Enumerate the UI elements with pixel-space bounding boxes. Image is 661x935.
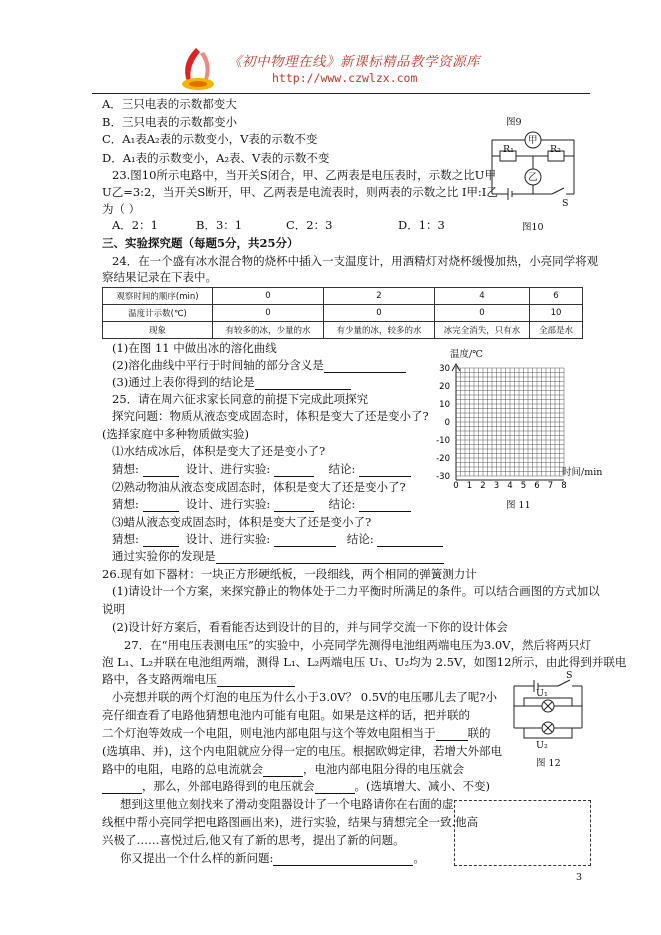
header-divider	[92, 93, 590, 94]
q24-sub3: (3)通过上表你得到的结论是	[112, 375, 351, 390]
q27-p2-6: ，那么，外部电路得到的电压就会 。(选填增大、减小、不变)	[102, 779, 490, 794]
y-tick-label: 30	[439, 364, 450, 374]
x-tick-label: 1	[466, 481, 473, 491]
fig12-caption: 图 12	[536, 758, 561, 769]
fig12-switch: S	[566, 670, 573, 681]
table-cell: 0	[213, 305, 324, 322]
fig11-xlabel: 时间/min	[562, 467, 603, 478]
table-cell: 有少量的冰，较多的水	[324, 322, 435, 339]
q25-line2: 探究问题：物质从液态变成固态时，体积是变大了还是变小了?	[112, 409, 429, 423]
table-cell: 6	[530, 288, 583, 305]
q26-line4: (2)设计好方案后，看看能否达到设计的目的，并与同学交流一下你的设计体会	[112, 620, 508, 634]
fig10-switch: S	[562, 198, 569, 209]
fig10-caption: 图10	[522, 222, 544, 233]
table-cell: 0	[213, 288, 324, 305]
q27-p1-1: 27．在“用电压表测电压”的实验中，小亮同学先测得电池组两端电压为3.0V，然后将两只灯	[124, 638, 591, 652]
observation-table	[102, 287, 583, 339]
fig9-caption: 图9	[506, 117, 522, 128]
q23-option-a: A．2：1	[112, 218, 158, 232]
q24-sub2: (2)溶化曲线中平行于时间轴的部分含义是	[112, 358, 406, 373]
table-cell: 全部是水	[530, 322, 583, 339]
fig11-graph	[430, 338, 603, 518]
q23-line1: 23.图10所示电路中，当开关S闭合，甲、乙两表是电压表时，示数之比U甲	[112, 168, 496, 182]
table-cell: 4	[435, 288, 530, 305]
q22-option-a: A．三只电表的示数都变大	[102, 97, 237, 111]
table-cell: 0	[435, 305, 530, 322]
q25-s2: ⑵熟动物油从液态变成固态时，体积是变大了还是变小了?	[112, 480, 406, 494]
table-cell: 观察时间的顺序(min)	[103, 288, 213, 305]
fig10-r1: R₁	[503, 144, 514, 155]
q25-line3: (选择家庭中多种物质做实验)	[102, 427, 249, 441]
q24-line2: 察结果记录在下表中。	[102, 270, 217, 284]
q26-line3: 说明	[102, 602, 125, 616]
q26-line2: (1)请设计一个方案，来探究静止的物体处于二力平衡时所满足的条件。可以结合画图的方式加以	[112, 584, 600, 598]
q23-line2: U乙=3:2，当开关S断开，甲、乙两表是电流表时，则两表的示数之比 I甲:I乙	[102, 185, 498, 199]
q23-line3: 为（ ）	[102, 202, 141, 216]
y-tick-label: 20	[439, 382, 450, 392]
q25-line1: 25．请在周六征求家长同意的前提下完成此项探究	[112, 392, 369, 406]
drawing-area-box	[454, 800, 591, 866]
q26-line1: 26.现有如下器材：一块正方形硬纸板，一段细线，两个相同的弹簧测力计	[102, 567, 477, 581]
fig11-caption: 图 11	[506, 500, 531, 511]
y-tick-label: 10	[439, 400, 450, 410]
table-row	[103, 322, 583, 339]
table-cell: 冰完全消失，只有水	[435, 322, 530, 339]
q23-option-d: D．1：3	[398, 218, 445, 232]
q27-p2-5: 路中的电阻，电路的总电流就会 ，电池内部电阻分得的电压就会	[102, 762, 464, 776]
q24-sub1: (1)在图 11 中做出冰的溶化曲线	[112, 341, 277, 355]
q27-p2-3: 二个灯泡等效成一个电阻，则电池内部电阻与这个等效电阻相当于 联的	[102, 726, 491, 740]
fig10-r2: R₂	[550, 144, 561, 155]
q22-option-c: C．A₁表A₂表的示数变小，V表的示数不变	[102, 132, 318, 146]
q27-p4: 你又提出一个什么样的新问题: 。	[120, 851, 425, 865]
q25-found: 通过实验你的发现是	[112, 549, 444, 564]
fig12-u2: U₂	[536, 740, 548, 751]
table-row	[103, 305, 583, 322]
q24-line1: 24．在一个盛有冰水混合物的烧杯中插入一支温度计，用酒精灯对烧杯缓慢加热，小亮同学将观	[112, 254, 599, 268]
q27-p1-3: 路中，各支路两端电压	[102, 672, 295, 687]
logo-icon	[176, 44, 222, 92]
q27-p3-2: 线框中帮小亮同学把电路图画出来)，进行实验，结果与猜想完全一致.他高	[102, 815, 479, 829]
q27-p2-4: (选填串、并)，这个内电阻就应分得一定的电压。根据欧姆定律，若增大外部电	[102, 744, 502, 758]
q27-p2-2: 亮仔细查看了电路他猜想电池内可能有电阻。如果是这样的话，把并联的	[102, 708, 470, 722]
q22-option-b: B．三只电表的示数都变小	[102, 115, 237, 129]
q23-option-c: C．2：3	[286, 218, 333, 232]
q25-row2: 猜想: 设计、进行实验: 结论:	[112, 497, 411, 512]
x-tick-label: 7	[547, 481, 554, 491]
y-tick-label: -20	[436, 454, 450, 464]
q25-row1: 猜想: 设计、进行实验: 结论:	[112, 462, 411, 477]
y-tick-label: 0	[444, 418, 450, 428]
fig10-meter-jia: 甲	[528, 135, 538, 146]
fig12-circuit	[508, 676, 588, 756]
header-url: http://www.czwlzx.com	[272, 71, 418, 85]
q23-option-b: B．3：1	[196, 218, 243, 232]
q27-p1-2: 泡 L₁、L₂并联在电池组两端，测得 L₁、L₂两端电压 U₁、U₂均为 2.5V，如图12所示，由此得到并联电	[102, 655, 627, 669]
q27-p3-1: 想到这里他立刻找来了滑动变阻器设计了一个电路请你在右面的虚	[120, 797, 454, 811]
q25-s1: ⑴水结成冰后，体积是变大了还是变小了?	[112, 444, 326, 458]
table-cell: 现象	[103, 322, 213, 339]
table-cell: 温度计示数(℃)	[103, 305, 213, 322]
table-cell: 有较多的冰，少量的水	[213, 322, 324, 339]
table-cell: 2	[324, 288, 435, 305]
header-title: 《初中物理在线》新课标精品教学资源库	[228, 54, 480, 70]
fig10-meter-yi: 乙	[528, 172, 538, 183]
x-tick-label: 3	[493, 481, 500, 491]
table-cell: 10	[530, 305, 583, 322]
q25-row3: 猜想: 设计、进行实验: 结论:	[112, 532, 443, 547]
y-tick-label: -10	[436, 436, 450, 446]
q27-p3-3: 兴极了……喜悦过后,他又有了新的思考，提出了新的问题。	[102, 833, 405, 847]
x-tick-label: 6	[534, 481, 540, 491]
q27-p2-1: 小亮想并联的两个灯泡的电压为什么小于3.0V？ 0.5V的电压哪儿去了呢?小	[112, 690, 498, 704]
q25-s3: ⑶蜡从液态变成固态时，体积是变大了还是变小了?	[112, 515, 372, 529]
y-tick-label: -30	[436, 472, 450, 482]
fig12-u1: U₁	[536, 688, 548, 699]
x-tick-label: 5	[520, 481, 527, 491]
x-tick-label: 0	[453, 481, 459, 491]
section3-title: 三、实验探究题（每题5分，共25分）	[102, 236, 299, 250]
table-row	[103, 288, 583, 305]
q22-option-d: D．A₁表的示数变小，A₂表、V表的示数不变	[102, 151, 330, 165]
x-tick-label: 8	[561, 481, 567, 491]
x-tick-label: 4	[507, 481, 513, 491]
x-tick-label: 2	[480, 481, 486, 491]
fig11-ylabel: 温度/℃	[450, 349, 483, 360]
page-number: 3	[576, 872, 583, 883]
table-cell: 0	[324, 305, 435, 322]
